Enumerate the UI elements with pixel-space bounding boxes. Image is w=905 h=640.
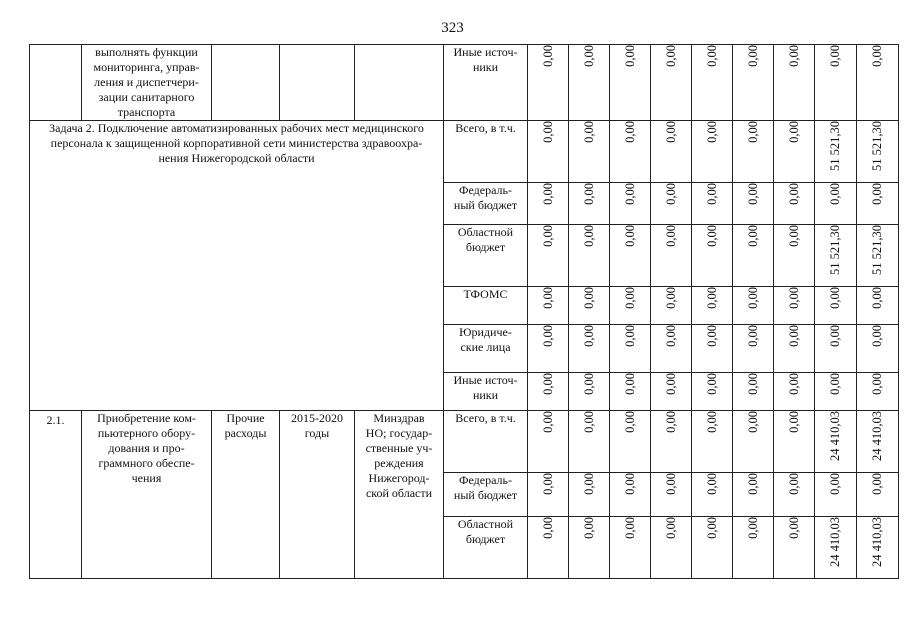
value-text: 0,00 [745,411,760,433]
item-number-cell: 2.1. [30,411,82,579]
value-cell [815,183,857,225]
value-text: 0,00 [745,325,760,347]
value-cell [651,287,692,325]
value-cell [569,45,610,121]
value-cell [733,121,774,183]
source-cell [444,183,528,225]
item-executor-cell-line: ской области [365,486,433,500]
source-cell [444,45,528,121]
value-text: 0,00 [828,325,842,347]
value-text: 0,00 [745,121,760,143]
value-cell [815,287,857,325]
value-text: 0,00 [828,45,842,67]
value-text: 0,00 [704,373,719,395]
value-cell [857,517,899,579]
item-period-cell-line: годы [304,426,330,440]
value-text: 0,00 [786,225,801,247]
value-text: 0,00 [828,373,842,395]
source-cell-line: Федераль- [459,473,512,487]
source-cell-line: Всего, в т.ч. [455,121,516,135]
value-cell [733,183,774,225]
value-text: 0,00 [581,225,596,247]
source-cell-line: бюджет [465,532,506,546]
value-cell [733,287,774,325]
source-cell-line: ники [472,60,499,74]
value-text: 0,00 [745,45,760,67]
value-cell [692,287,733,325]
source-cell [444,225,528,287]
value-text: 0,00 [581,121,596,143]
value-cell [651,325,692,373]
value-text: 0,00 [622,325,637,347]
task-title-cell-line: Задача 2. Подключение автоматизированных рабочих мест медицинского [49,121,424,135]
value-text: 0,00 [786,325,801,347]
value-text: 0,00 [581,473,596,495]
value-cell [857,45,899,121]
value-cell [733,45,774,121]
item-period-cell-line: 2015-2020 [291,411,343,425]
value-text: 0,00 [540,373,555,395]
item-executor-cell [355,411,444,579]
item-period-cell [280,411,355,579]
page-number: 323 [441,20,464,36]
source-cell [444,325,528,373]
value-text: 24 410,03 [870,517,884,567]
value-cell [857,183,899,225]
value-text: 24 410,03 [870,411,884,461]
value-text: 0,00 [663,121,678,143]
value-cell [610,517,651,579]
value-cell [569,287,610,325]
value-cell [528,183,569,225]
source-cell [444,287,528,325]
value-cell [528,45,569,121]
value-text: 0,00 [540,287,555,309]
source-cell-line: ный бюджет [453,488,518,502]
value-text: 0,00 [704,287,719,309]
value-cell [651,121,692,183]
value-text: 0,00 [540,325,555,347]
value-text: 0,00 [663,45,678,67]
value-text: 0,00 [745,517,760,539]
table-row [30,45,899,121]
value-text: 0,00 [663,325,678,347]
value-text: 0,00 [540,225,555,247]
value-text: 0,00 [870,473,884,495]
source-cell-line: ный бюджет [453,198,518,212]
value-text: 0,00 [828,473,842,495]
description-cell-line: выполнять функции [95,45,198,59]
period-cell [280,45,355,121]
value-cell [692,411,733,473]
value-cell [692,45,733,121]
source-cell-line: Иные источ- [453,373,518,387]
value-cell [774,473,815,517]
value-text: 0,00 [581,325,596,347]
value-text: 0,00 [704,517,719,539]
value-text: 0,00 [622,225,637,247]
value-text: 0,00 [704,45,719,67]
source-cell-line: Юридиче- [459,325,512,339]
value-text: 0,00 [870,183,884,205]
value-text: 0,00 [622,287,637,309]
value-cell [733,325,774,373]
value-text: 0,00 [745,473,760,495]
task-title-cell-line: персонала к защищенной корпоративной сети министерства здравоохра- [50,136,423,150]
value-text: 0,00 [663,287,678,309]
value-cell [569,473,610,517]
value-cell [774,121,815,183]
value-text: 0,00 [622,517,637,539]
value-cell [815,225,857,287]
value-cell [857,473,899,517]
value-cell [733,373,774,411]
source-cell-line: Всего, в т.ч. [455,411,516,425]
value-text: 0,00 [704,225,719,247]
value-text: 0,00 [786,287,801,309]
item-executor-cell-line: НО; государ- [365,426,433,440]
value-cell [815,517,857,579]
item-name-cell [82,411,212,579]
value-cell [692,325,733,373]
value-text: 0,00 [540,411,555,433]
item-type-cell [212,411,280,579]
value-cell [692,183,733,225]
value-text: 0,00 [581,287,596,309]
value-cell [774,517,815,579]
source-cell-line: ТФОМС [463,287,508,301]
value-cell [857,325,899,373]
description-cell-line: зации санитарного [98,90,195,104]
value-cell [528,225,569,287]
source-cell-line: ские лица [460,340,511,354]
value-text: 0,00 [745,225,760,247]
value-text: 0,00 [870,373,884,395]
item-name-cell-line: граммного обеспе- [98,456,195,470]
value-cell [610,473,651,517]
value-text: 51 521,30 [870,121,884,171]
source-cell [444,473,528,517]
value-text: 0,00 [828,183,842,205]
value-cell [733,473,774,517]
value-text: 0,00 [540,45,555,67]
source-cell [444,517,528,579]
value-cell [651,45,692,121]
value-cell [733,411,774,473]
item-executor-cell-line: Нижегород- [368,471,430,485]
value-cell [815,373,857,411]
type-cell [212,45,280,121]
value-cell [774,183,815,225]
description-cell-line: ления и диспетчери- [94,75,199,89]
value-cell [692,225,733,287]
value-cell [528,411,569,473]
value-text: 24 410,03 [828,411,842,461]
value-cell [692,121,733,183]
value-cell [610,45,651,121]
source-cell-line: Иные источ- [453,45,518,59]
value-cell [528,517,569,579]
value-text: 0,00 [540,183,555,205]
value-text: 0,00 [704,411,719,433]
source-cell-line: Федераль- [459,183,512,197]
value-cell [651,517,692,579]
value-text: 0,00 [786,183,801,205]
value-cell [815,45,857,121]
table-row [30,411,899,473]
value-text: 0,00 [540,121,555,143]
item-executor-cell-line: реждения [374,456,424,470]
source-cell-line: Областной [457,225,514,239]
value-cell [815,411,857,473]
value-cell [774,225,815,287]
value-text: 0,00 [581,45,596,67]
value-cell [733,225,774,287]
value-cell [528,373,569,411]
value-cell [651,225,692,287]
value-cell [651,473,692,517]
value-text: 0,00 [581,183,596,205]
item-type-cell-line: Прочие [226,411,265,425]
value-cell [528,325,569,373]
value-cell [857,121,899,183]
value-text: 0,00 [663,473,678,495]
value-text: 24 410,03 [828,517,842,567]
source-cell [444,373,528,411]
value-cell [815,473,857,517]
value-text: 0,00 [786,45,801,67]
value-cell [610,121,651,183]
table-row [30,121,899,183]
item-name-cell-line: Приобретение ком- [97,411,196,425]
number-cell [30,45,82,121]
value-text: 0,00 [745,287,760,309]
value-cell [528,287,569,325]
value-text: 51 521,30 [828,121,842,171]
value-cell [610,287,651,325]
value-cell [569,411,610,473]
value-cell [528,121,569,183]
value-cell [569,517,610,579]
value-text: 0,00 [828,287,842,309]
executor-cell [355,45,444,121]
description-cell [82,45,212,121]
value-text: 0,00 [581,411,596,433]
value-text: 0,00 [786,121,801,143]
value-cell [857,287,899,325]
value-text: 0,00 [581,517,596,539]
value-cell [815,121,857,183]
value-text: 0,00 [622,45,637,67]
value-text: 0,00 [663,373,678,395]
value-text: 0,00 [786,517,801,539]
value-cell [774,325,815,373]
value-text: 0,00 [704,183,719,205]
value-cell [610,411,651,473]
value-cell [610,325,651,373]
value-cell [733,517,774,579]
source-cell [444,411,528,473]
value-cell [774,287,815,325]
value-cell [651,411,692,473]
value-text: 0,00 [622,411,637,433]
value-text: 0,00 [704,473,719,495]
value-cell [692,473,733,517]
value-cell [774,411,815,473]
value-cell [569,225,610,287]
value-text: 0,00 [663,183,678,205]
source-cell-line: Областной [457,517,514,531]
value-text: 0,00 [870,325,884,347]
value-text: 0,00 [622,473,637,495]
value-text: 0,00 [786,473,801,495]
item-type-cell-line: расходы [224,426,267,440]
value-cell [610,225,651,287]
value-text: 0,00 [540,517,555,539]
value-cell [774,45,815,121]
value-cell [692,517,733,579]
value-text: 0,00 [663,517,678,539]
value-cell [815,325,857,373]
value-cell [651,183,692,225]
value-text: 0,00 [870,45,884,67]
value-text: 51 521,30 [828,225,842,275]
value-text: 0,00 [622,373,637,395]
source-cell-line: ники [472,388,499,402]
description-cell-line: транспорта [117,105,176,119]
item-name-cell-line: дования и про- [108,441,185,455]
value-cell [569,325,610,373]
value-cell [651,373,692,411]
value-text: 0,00 [704,121,719,143]
value-text: 0,00 [581,373,596,395]
source-cell-line: бюджет [465,240,506,254]
value-cell [610,183,651,225]
value-text: 0,00 [786,411,801,433]
value-cell [610,373,651,411]
value-cell [569,373,610,411]
value-text: 0,00 [540,473,555,495]
item-name-cell-line: чения [131,471,162,485]
value-cell [569,121,610,183]
value-cell [692,373,733,411]
value-text: 0,00 [622,183,637,205]
task-title-cell-line: нения Нижегородской области [158,151,315,165]
item-executor-cell-line: ственные уч- [365,441,433,455]
value-text: 0,00 [663,411,678,433]
value-text: 51 521,30 [870,225,884,275]
value-cell [857,373,899,411]
value-text: 0,00 [622,121,637,143]
task-title-cell [30,121,444,411]
value-text: 0,00 [745,183,760,205]
value-cell [857,225,899,287]
value-cell [528,473,569,517]
value-text: 0,00 [745,373,760,395]
value-cell [857,411,899,473]
value-text: 0,00 [870,287,884,309]
source-cell [444,121,528,183]
description-cell-line: мониторинга, управ- [93,60,200,74]
value-text: 0,00 [663,225,678,247]
value-text: 0,00 [704,325,719,347]
value-cell [774,373,815,411]
item-executor-cell-line: Минздрав [373,411,425,425]
value-cell [569,183,610,225]
budget-table [29,44,899,579]
value-text: 0,00 [786,373,801,395]
item-name-cell-line: пьютерного обору- [97,426,196,440]
